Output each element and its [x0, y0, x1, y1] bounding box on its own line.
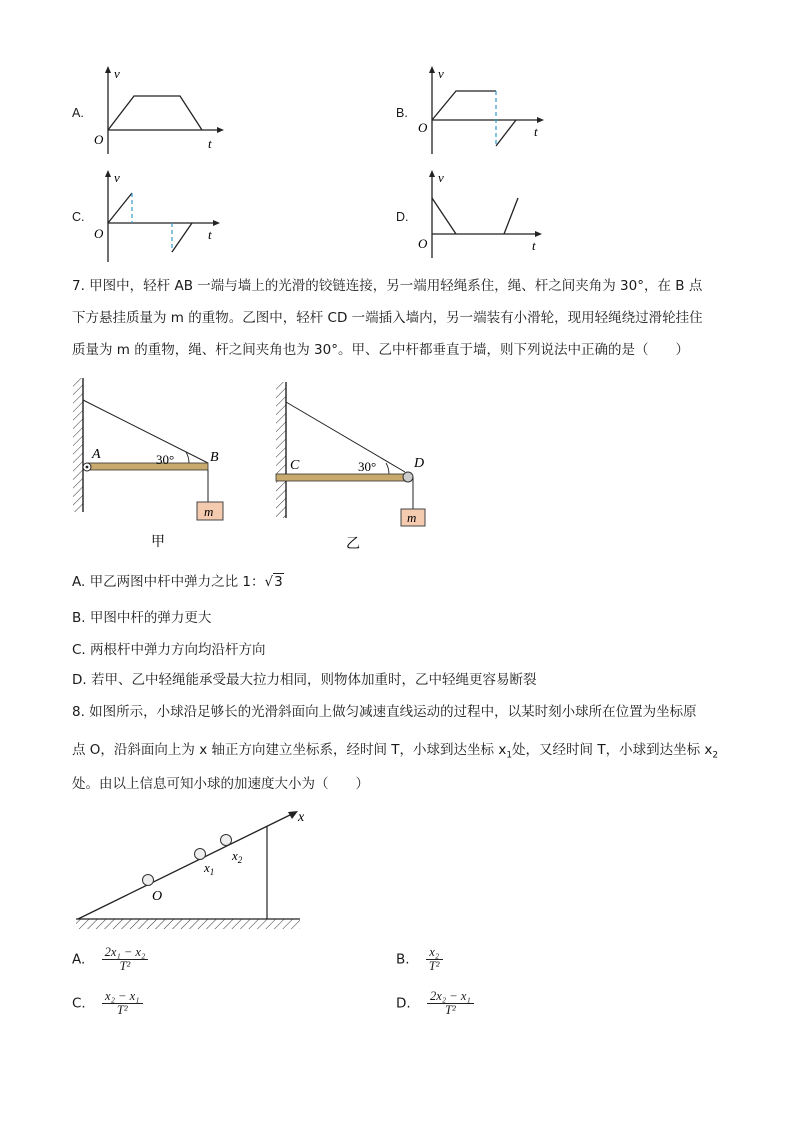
v-axis-label: v	[114, 170, 120, 185]
option-fraction: $\frac{\text{2x₂ − x₁}}{\text{T²}}$	[427, 990, 474, 1017]
angle-label: 30°	[156, 452, 175, 467]
option-label: D.	[396, 210, 409, 224]
option-label: A.	[72, 951, 86, 968]
q7-figure-jia	[68, 374, 238, 554]
q8-stem-line2-a: 点 O，沿斜面向上为 x 轴正方向建立坐标系，经时间 T，小球到达坐标 x	[72, 742, 507, 758]
sqrt-symbol: √	[264, 574, 274, 590]
point-a-label: A	[92, 447, 101, 462]
q8-option-a[interactable]	[72, 946, 148, 973]
mass-label: m	[204, 504, 214, 519]
t-axis-label: t	[208, 136, 212, 151]
x2-label: $x_2$	[232, 848, 243, 865]
option-label: B.	[396, 951, 410, 968]
option-text: A. 甲乙两图中杆中弹力之比 1：	[72, 574, 265, 590]
origin-label: O	[418, 120, 428, 135]
q8-stem-line2: 点 O，沿斜面向上为 x 轴正方向建立坐标系，经时间 T，小球到达坐标 $x_1$处，又经时间 T，小球到达坐标 $x_2$	[72, 742, 719, 761]
option-fraction: $\frac{\text{x₂}}{\text{T²}}$	[426, 946, 443, 973]
angle-label: 30°	[358, 459, 377, 474]
t-axis-label: t	[534, 124, 538, 139]
vt-graph-c	[88, 166, 228, 266]
q7-stem-line2: 下方悬挂质量为 m 的重物。乙图中，轻杆 CD 一端插入墙内，另一端装有小滑轮，现用轻绳绕过滑轮挂住	[72, 310, 703, 326]
q8-option-d[interactable]	[396, 990, 474, 1017]
point-d-label: D	[414, 456, 425, 471]
caption-jia: 甲	[151, 535, 165, 550]
q7-option-b[interactable]: B. 甲图中杆的弹力更大	[72, 610, 212, 626]
q8-stem-line2-b: 处，又经时间 T，小球到达坐标 x	[512, 742, 713, 758]
option-label: D.	[396, 995, 411, 1012]
q8-stem-line1: 8. 如图所示，小球沿足够长的光滑斜面向上做匀减速直线运动的过程中，以某时刻小球所在位置为坐标原	[72, 704, 697, 720]
q7-figure-yi	[268, 380, 438, 555]
option-fraction: $\frac{\text{x₂ − x₁}}{\text{T²}}$	[102, 990, 142, 1017]
t-axis-label: t	[208, 227, 212, 242]
q7-stem-line1: 7. 甲图中，轻杆 AB 一端与墙上的光滑的铰链连接，另一端用轻绳系住，绳、杆之间夹角为 30°，在 B 点	[72, 278, 703, 294]
q8-option-c[interactable]	[72, 990, 143, 1017]
origin-label: O	[94, 132, 104, 147]
option-label: A.	[72, 106, 84, 120]
v-axis-label: v	[438, 66, 444, 81]
v-axis-label: v	[114, 66, 120, 81]
q8-option-b[interactable]	[396, 946, 443, 973]
caption-yi: 乙	[346, 537, 360, 552]
vt-graph-d	[412, 166, 552, 261]
x1-label: $x_1$	[204, 860, 215, 877]
option-label: C.	[72, 995, 86, 1012]
point-c-label: C	[290, 458, 300, 473]
q7-stem-line3: 质量为 m 的重物，绳、杆之间夹角也为 30°。甲、乙中杆都垂直于墙，则下列说法中正确的是（ ）	[72, 342, 689, 358]
vt-graph-b	[412, 62, 552, 157]
mass-label: m	[407, 510, 417, 525]
option-label: B.	[396, 106, 408, 120]
q7-option-c[interactable]: C. 两根杆中弹力方向均沿杆方向	[72, 642, 266, 658]
vt-graph-a	[88, 62, 228, 157]
v-axis-label: v	[438, 170, 444, 185]
q8-stem-line3: 处。由以上信息可知小球的加速度大小为（ ）	[72, 776, 369, 792]
q7-option-d[interactable]: D. 若甲、乙中轻绳能承受最大拉力相同，则物体加重时，乙中轻绳更容易断裂	[72, 672, 537, 688]
option-fraction: $\frac{\text{2x₁ − x₂}}{\text{T²}}$	[102, 946, 149, 973]
sqrt-radicand: 3	[274, 574, 283, 590]
option-label: C.	[72, 210, 85, 224]
origin-label: O	[94, 226, 104, 241]
point-b-label: B	[210, 450, 219, 465]
q7-option-a[interactable]	[72, 570, 284, 590]
t-axis-label: t	[532, 238, 536, 253]
q8-incline-figure	[72, 800, 322, 935]
origin-label: O	[152, 889, 163, 904]
origin-label: O	[418, 236, 428, 251]
x-axis-label: x	[298, 810, 305, 825]
